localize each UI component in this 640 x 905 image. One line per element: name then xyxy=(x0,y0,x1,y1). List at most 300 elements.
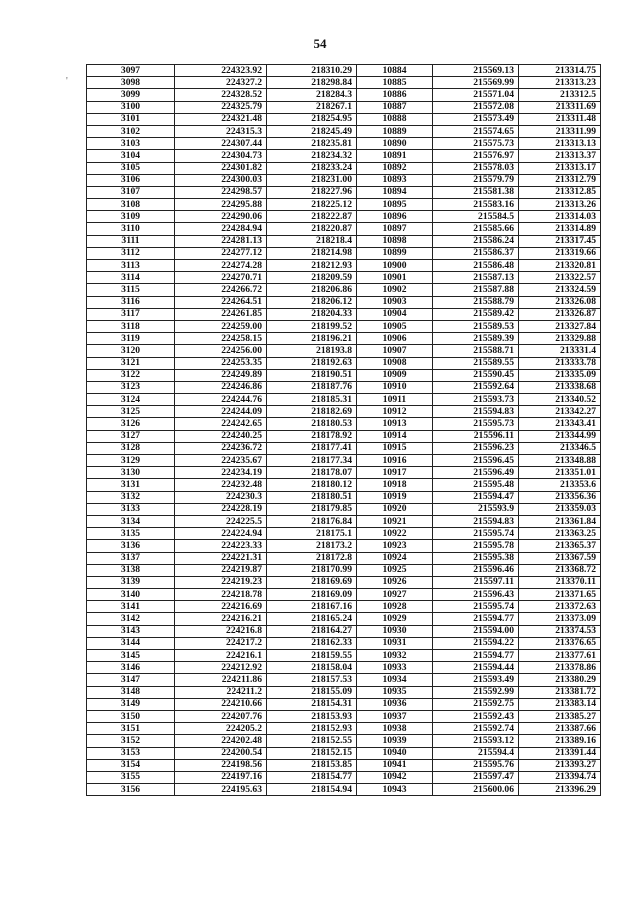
table-row xyxy=(87,528,601,540)
y-coordinate-a-cell: 218190.51 xyxy=(267,369,357,381)
table-row xyxy=(87,125,601,137)
x-coordinate-b-cell: 215572.08 xyxy=(433,101,519,113)
x-coordinate-b-cell: 215583.16 xyxy=(433,199,519,211)
point-number-a-cell: 3143 xyxy=(87,625,175,637)
x-coordinate-b-cell: 215578.03 xyxy=(433,162,519,174)
x-coordinate-b-cell: 215595.74 xyxy=(433,601,519,613)
y-coordinate-a-cell: 218218.4 xyxy=(267,235,357,247)
x-coordinate-a-cell: 224323.92 xyxy=(175,65,267,77)
point-number-b-cell: 10886 xyxy=(357,89,433,101)
table-row xyxy=(87,101,601,113)
y-coordinate-b-cell: 213374.53 xyxy=(519,625,601,637)
x-coordinate-b-cell: 215587.13 xyxy=(433,272,519,284)
x-coordinate-a-cell: 224219.87 xyxy=(175,564,267,576)
table-row xyxy=(87,357,601,369)
x-coordinate-a-cell: 224232.48 xyxy=(175,479,267,491)
y-coordinate-a-cell: 218176.84 xyxy=(267,515,357,527)
y-coordinate-a-cell: 218222.87 xyxy=(267,211,357,223)
y-coordinate-b-cell: 213383.14 xyxy=(519,698,601,710)
point-number-a-cell: 3142 xyxy=(87,613,175,625)
y-coordinate-a-cell: 218179.85 xyxy=(267,503,357,515)
y-coordinate-b-cell: 213372.63 xyxy=(519,601,601,613)
x-coordinate-a-cell: 224261.85 xyxy=(175,308,267,320)
point-number-b-cell: 10943 xyxy=(357,784,433,796)
table-row xyxy=(87,235,601,247)
y-coordinate-b-cell: 213356.36 xyxy=(519,491,601,503)
point-number-b-cell: 10936 xyxy=(357,698,433,710)
x-coordinate-b-cell: 215588.79 xyxy=(433,296,519,308)
table-row xyxy=(87,564,601,576)
y-coordinate-a-cell: 218180.12 xyxy=(267,479,357,491)
y-coordinate-a-cell: 218154.94 xyxy=(267,784,357,796)
point-number-a-cell: 3152 xyxy=(87,735,175,747)
x-coordinate-a-cell: 224228.19 xyxy=(175,503,267,515)
point-number-a-cell: 3120 xyxy=(87,345,175,357)
point-number-a-cell: 3117 xyxy=(87,308,175,320)
table-row xyxy=(87,467,601,479)
x-coordinate-a-cell: 224240.25 xyxy=(175,430,267,442)
point-number-a-cell: 3140 xyxy=(87,589,175,601)
x-coordinate-b-cell: 215586.48 xyxy=(433,260,519,272)
table-row xyxy=(87,613,601,625)
y-coordinate-a-cell: 218245.49 xyxy=(267,125,357,137)
y-coordinate-a-cell: 218227.96 xyxy=(267,186,357,198)
x-coordinate-b-cell: 215596.11 xyxy=(433,430,519,442)
point-number-a-cell: 3146 xyxy=(87,662,175,674)
point-number-a-cell: 3156 xyxy=(87,784,175,796)
x-coordinate-a-cell: 224315.3 xyxy=(175,125,267,137)
y-coordinate-b-cell: 213311.99 xyxy=(519,125,601,137)
x-coordinate-b-cell: 215596.23 xyxy=(433,442,519,454)
x-coordinate-b-cell: 215579.79 xyxy=(433,174,519,186)
y-coordinate-b-cell: 213313.23 xyxy=(519,77,601,89)
x-coordinate-b-cell: 215592.64 xyxy=(433,381,519,393)
y-coordinate-b-cell: 213367.59 xyxy=(519,552,601,564)
x-coordinate-b-cell: 215595.78 xyxy=(433,540,519,552)
point-number-a-cell: 3119 xyxy=(87,333,175,345)
point-number-b-cell: 10924 xyxy=(357,552,433,564)
point-number-b-cell: 10900 xyxy=(357,260,433,272)
y-coordinate-a-cell: 218235.81 xyxy=(267,138,357,150)
y-coordinate-a-cell: 218159.55 xyxy=(267,650,357,662)
table-row xyxy=(87,260,601,272)
point-number-a-cell: 3103 xyxy=(87,138,175,150)
point-number-b-cell: 10915 xyxy=(357,442,433,454)
point-number-b-cell: 10916 xyxy=(357,455,433,467)
y-coordinate-b-cell: 213385.27 xyxy=(519,710,601,722)
y-coordinate-b-cell: 213313.13 xyxy=(519,138,601,150)
table-row xyxy=(87,479,601,491)
x-coordinate-a-cell: 224225.5 xyxy=(175,515,267,527)
x-coordinate-b-cell: 215595.48 xyxy=(433,479,519,491)
point-number-b-cell: 10927 xyxy=(357,589,433,601)
table-row xyxy=(87,394,601,406)
x-coordinate-b-cell: 215575.73 xyxy=(433,138,519,150)
point-number-b-cell: 10896 xyxy=(357,211,433,223)
point-number-a-cell: 3109 xyxy=(87,211,175,223)
table-row xyxy=(87,89,601,101)
x-coordinate-a-cell: 224234.19 xyxy=(175,467,267,479)
x-coordinate-b-cell: 215597.11 xyxy=(433,576,519,588)
table-row xyxy=(87,186,601,198)
y-coordinate-b-cell: 213322.57 xyxy=(519,272,601,284)
y-coordinate-b-cell: 213377.61 xyxy=(519,650,601,662)
x-coordinate-b-cell: 215594.44 xyxy=(433,662,519,674)
table-row xyxy=(87,418,601,430)
point-number-a-cell: 3153 xyxy=(87,747,175,759)
y-coordinate-b-cell: 213346.5 xyxy=(519,442,601,454)
point-number-b-cell: 10941 xyxy=(357,759,433,771)
y-coordinate-b-cell: 213324.59 xyxy=(519,284,601,296)
point-number-b-cell: 10888 xyxy=(357,113,433,125)
point-number-b-cell: 10894 xyxy=(357,186,433,198)
x-coordinate-a-cell: 224307.44 xyxy=(175,138,267,150)
x-coordinate-b-cell: 215576.97 xyxy=(433,150,519,162)
x-coordinate-a-cell: 224210.66 xyxy=(175,698,267,710)
table-row xyxy=(87,491,601,503)
y-coordinate-b-cell: 213313.37 xyxy=(519,150,601,162)
point-number-a-cell: 3112 xyxy=(87,247,175,259)
y-coordinate-b-cell: 213378.86 xyxy=(519,662,601,674)
table-row xyxy=(87,162,601,174)
point-number-b-cell: 10906 xyxy=(357,333,433,345)
x-coordinate-a-cell: 224207.76 xyxy=(175,710,267,722)
point-number-b-cell: 10910 xyxy=(357,381,433,393)
x-coordinate-a-cell: 224216.69 xyxy=(175,601,267,613)
point-number-a-cell: 3151 xyxy=(87,723,175,735)
y-coordinate-a-cell: 218196.21 xyxy=(267,333,357,345)
x-coordinate-a-cell: 224198.56 xyxy=(175,759,267,771)
x-coordinate-b-cell: 215592.99 xyxy=(433,686,519,698)
x-coordinate-a-cell: 224249.89 xyxy=(175,369,267,381)
point-number-b-cell: 10919 xyxy=(357,491,433,503)
x-coordinate-b-cell: 215594.4 xyxy=(433,747,519,759)
table-row xyxy=(87,552,601,564)
x-coordinate-b-cell: 215584.5 xyxy=(433,211,519,223)
table-row xyxy=(87,223,601,235)
table-row xyxy=(87,601,601,613)
x-coordinate-b-cell: 215589.39 xyxy=(433,333,519,345)
x-coordinate-a-cell: 224224.94 xyxy=(175,528,267,540)
y-coordinate-a-cell: 218214.98 xyxy=(267,247,357,259)
table-row xyxy=(87,308,601,320)
y-coordinate-a-cell: 218209.59 xyxy=(267,272,357,284)
x-coordinate-a-cell: 224274.28 xyxy=(175,260,267,272)
point-number-b-cell: 10884 xyxy=(357,65,433,77)
y-coordinate-a-cell: 218206.86 xyxy=(267,284,357,296)
point-number-a-cell: 3126 xyxy=(87,418,175,430)
y-coordinate-b-cell: 213380.29 xyxy=(519,674,601,686)
point-number-b-cell: 10931 xyxy=(357,637,433,649)
point-number-a-cell: 3099 xyxy=(87,89,175,101)
table-row xyxy=(87,503,601,515)
table-row xyxy=(87,406,601,418)
point-number-a-cell: 3100 xyxy=(87,101,175,113)
y-coordinate-b-cell: 213391.44 xyxy=(519,747,601,759)
x-coordinate-b-cell: 215571.04 xyxy=(433,89,519,101)
y-coordinate-b-cell: 213340.52 xyxy=(519,394,601,406)
y-coordinate-a-cell: 218185.31 xyxy=(267,394,357,406)
point-number-b-cell: 10920 xyxy=(357,503,433,515)
point-number-b-cell: 10890 xyxy=(357,138,433,150)
x-coordinate-a-cell: 224325.79 xyxy=(175,101,267,113)
point-number-b-cell: 10893 xyxy=(357,174,433,186)
y-coordinate-b-cell: 213312.85 xyxy=(519,186,601,198)
x-coordinate-a-cell: 224221.31 xyxy=(175,552,267,564)
point-number-a-cell: 3154 xyxy=(87,759,175,771)
point-number-a-cell: 3147 xyxy=(87,674,175,686)
x-coordinate-b-cell: 215597.47 xyxy=(433,771,519,783)
y-coordinate-b-cell: 213312.5 xyxy=(519,89,601,101)
x-coordinate-a-cell: 224256.00 xyxy=(175,345,267,357)
x-coordinate-b-cell: 215589.55 xyxy=(433,357,519,369)
y-coordinate-b-cell: 213320.81 xyxy=(519,260,601,272)
point-number-b-cell: 10901 xyxy=(357,272,433,284)
scan-mark: ' xyxy=(66,76,68,87)
y-coordinate-a-cell: 218182.69 xyxy=(267,406,357,418)
point-number-b-cell: 10928 xyxy=(357,601,433,613)
y-coordinate-a-cell: 218193.8 xyxy=(267,345,357,357)
x-coordinate-a-cell: 224217.2 xyxy=(175,637,267,649)
point-number-b-cell: 10917 xyxy=(357,467,433,479)
point-number-b-cell: 10922 xyxy=(357,528,433,540)
y-coordinate-b-cell: 213363.25 xyxy=(519,528,601,540)
x-coordinate-b-cell: 215594.47 xyxy=(433,491,519,503)
x-coordinate-a-cell: 224235.67 xyxy=(175,455,267,467)
x-coordinate-a-cell: 224202.48 xyxy=(175,735,267,747)
x-coordinate-a-cell: 224328.52 xyxy=(175,89,267,101)
y-coordinate-b-cell: 213368.72 xyxy=(519,564,601,576)
x-coordinate-a-cell: 224236.72 xyxy=(175,442,267,454)
point-number-a-cell: 3133 xyxy=(87,503,175,515)
point-number-b-cell: 10935 xyxy=(357,686,433,698)
y-coordinate-a-cell: 218178.07 xyxy=(267,467,357,479)
y-coordinate-b-cell: 213376.65 xyxy=(519,637,601,649)
y-coordinate-a-cell: 218233.24 xyxy=(267,162,357,174)
point-number-b-cell: 10904 xyxy=(357,308,433,320)
table-row xyxy=(87,723,601,735)
y-coordinate-a-cell: 218154.31 xyxy=(267,698,357,710)
table-row xyxy=(87,674,601,686)
y-coordinate-b-cell: 213342.27 xyxy=(519,406,601,418)
table-row xyxy=(87,369,601,381)
x-coordinate-b-cell: 215588.71 xyxy=(433,345,519,357)
table-row xyxy=(87,174,601,186)
point-number-a-cell: 3139 xyxy=(87,576,175,588)
point-number-a-cell: 3145 xyxy=(87,650,175,662)
x-coordinate-a-cell: 224246.86 xyxy=(175,381,267,393)
table-row xyxy=(87,345,601,357)
table-row xyxy=(87,284,601,296)
y-coordinate-a-cell: 218154.77 xyxy=(267,771,357,783)
table-row xyxy=(87,515,601,527)
y-coordinate-a-cell: 218170.99 xyxy=(267,564,357,576)
y-coordinate-b-cell: 213396.29 xyxy=(519,784,601,796)
point-number-b-cell: 10923 xyxy=(357,540,433,552)
y-coordinate-a-cell: 218225.12 xyxy=(267,199,357,211)
x-coordinate-a-cell: 224244.09 xyxy=(175,406,267,418)
y-coordinate-a-cell: 218169.09 xyxy=(267,589,357,601)
point-number-b-cell: 10933 xyxy=(357,662,433,674)
x-coordinate-b-cell: 215594.77 xyxy=(433,613,519,625)
y-coordinate-a-cell: 218169.69 xyxy=(267,576,357,588)
point-number-a-cell: 3124 xyxy=(87,394,175,406)
table-row xyxy=(87,320,601,332)
point-number-b-cell: 10907 xyxy=(357,345,433,357)
y-coordinate-a-cell: 218199.52 xyxy=(267,320,357,332)
x-coordinate-a-cell: 224216.21 xyxy=(175,613,267,625)
x-coordinate-a-cell: 224264.51 xyxy=(175,296,267,308)
y-coordinate-b-cell: 213394.74 xyxy=(519,771,601,783)
x-coordinate-a-cell: 224244.76 xyxy=(175,394,267,406)
point-number-a-cell: 3111 xyxy=(87,235,175,247)
table-row xyxy=(87,710,601,722)
y-coordinate-a-cell: 218172.8 xyxy=(267,552,357,564)
x-coordinate-b-cell: 215596.43 xyxy=(433,589,519,601)
point-number-b-cell: 10914 xyxy=(357,430,433,442)
x-coordinate-a-cell: 224205.2 xyxy=(175,723,267,735)
x-coordinate-b-cell: 215596.49 xyxy=(433,467,519,479)
point-number-a-cell: 3144 xyxy=(87,637,175,649)
x-coordinate-a-cell: 224230.3 xyxy=(175,491,267,503)
point-number-a-cell: 3127 xyxy=(87,430,175,442)
y-coordinate-a-cell: 218177.41 xyxy=(267,442,357,454)
point-number-a-cell: 3122 xyxy=(87,369,175,381)
point-number-a-cell: 3114 xyxy=(87,272,175,284)
table-row xyxy=(87,247,601,259)
y-coordinate-b-cell: 213319.66 xyxy=(519,247,601,259)
point-number-b-cell: 10930 xyxy=(357,625,433,637)
x-coordinate-b-cell: 215600.06 xyxy=(433,784,519,796)
table-row xyxy=(87,771,601,783)
point-number-b-cell: 10932 xyxy=(357,650,433,662)
point-number-b-cell: 10905 xyxy=(357,320,433,332)
y-coordinate-b-cell: 213314.75 xyxy=(519,65,601,77)
point-number-a-cell: 3128 xyxy=(87,442,175,454)
point-number-a-cell: 3150 xyxy=(87,710,175,722)
y-coordinate-a-cell: 218267.1 xyxy=(267,101,357,113)
y-coordinate-a-cell: 218158.04 xyxy=(267,662,357,674)
x-coordinate-b-cell: 215586.37 xyxy=(433,247,519,259)
x-coordinate-b-cell: 215595.76 xyxy=(433,759,519,771)
x-coordinate-a-cell: 224321.48 xyxy=(175,113,267,125)
x-coordinate-b-cell: 215574.65 xyxy=(433,125,519,137)
coordinates-table xyxy=(86,64,601,796)
x-coordinate-b-cell: 215569.99 xyxy=(433,77,519,89)
x-coordinate-b-cell: 215595.38 xyxy=(433,552,519,564)
x-coordinate-b-cell: 215595.73 xyxy=(433,418,519,430)
y-coordinate-b-cell: 213311.48 xyxy=(519,113,601,125)
table-row xyxy=(87,77,601,89)
x-coordinate-a-cell: 224327.2 xyxy=(175,77,267,89)
y-coordinate-a-cell: 218180.51 xyxy=(267,491,357,503)
point-number-b-cell: 10891 xyxy=(357,150,433,162)
y-coordinate-a-cell: 218152.15 xyxy=(267,747,357,759)
x-coordinate-b-cell: 215592.43 xyxy=(433,710,519,722)
x-coordinate-b-cell: 215596.46 xyxy=(433,564,519,576)
point-number-b-cell: 10921 xyxy=(357,515,433,527)
y-coordinate-b-cell: 213370.11 xyxy=(519,576,601,588)
y-coordinate-b-cell: 213335.09 xyxy=(519,369,601,381)
x-coordinate-b-cell: 215573.49 xyxy=(433,113,519,125)
y-coordinate-b-cell: 213314.03 xyxy=(519,211,601,223)
point-number-a-cell: 3113 xyxy=(87,260,175,272)
x-coordinate-b-cell: 215594.77 xyxy=(433,650,519,662)
y-coordinate-a-cell: 218254.95 xyxy=(267,113,357,125)
table-row xyxy=(87,211,601,223)
y-coordinate-b-cell: 213317.45 xyxy=(519,235,601,247)
x-coordinate-a-cell: 224216.8 xyxy=(175,625,267,637)
point-number-a-cell: 3101 xyxy=(87,113,175,125)
point-number-a-cell: 3118 xyxy=(87,320,175,332)
point-number-a-cell: 3106 xyxy=(87,174,175,186)
x-coordinate-b-cell: 215592.75 xyxy=(433,698,519,710)
point-number-a-cell: 3110 xyxy=(87,223,175,235)
x-coordinate-a-cell: 224298.57 xyxy=(175,186,267,198)
point-number-b-cell: 10885 xyxy=(357,77,433,89)
point-number-a-cell: 3138 xyxy=(87,564,175,576)
x-coordinate-b-cell: 215593.49 xyxy=(433,674,519,686)
table-row xyxy=(87,698,601,710)
point-number-b-cell: 10913 xyxy=(357,418,433,430)
point-number-a-cell: 3136 xyxy=(87,540,175,552)
y-coordinate-b-cell: 213387.66 xyxy=(519,723,601,735)
y-coordinate-b-cell: 213361.84 xyxy=(519,515,601,527)
x-coordinate-a-cell: 224253.35 xyxy=(175,357,267,369)
x-coordinate-b-cell: 215590.45 xyxy=(433,369,519,381)
point-number-b-cell: 10909 xyxy=(357,369,433,381)
table-row xyxy=(87,138,601,150)
y-coordinate-b-cell: 213365.37 xyxy=(519,540,601,552)
point-number-b-cell: 10940 xyxy=(357,747,433,759)
table-row xyxy=(87,759,601,771)
y-coordinate-a-cell: 218173.2 xyxy=(267,540,357,552)
x-coordinate-a-cell: 224212.92 xyxy=(175,662,267,674)
table-row xyxy=(87,296,601,308)
x-coordinate-b-cell: 215593.9 xyxy=(433,503,519,515)
point-number-a-cell: 3123 xyxy=(87,381,175,393)
y-coordinate-a-cell: 218178.92 xyxy=(267,430,357,442)
y-coordinate-a-cell: 218167.16 xyxy=(267,601,357,613)
point-number-a-cell: 3115 xyxy=(87,284,175,296)
y-coordinate-a-cell: 218155.09 xyxy=(267,686,357,698)
y-coordinate-a-cell: 218206.12 xyxy=(267,296,357,308)
point-number-b-cell: 10937 xyxy=(357,710,433,722)
point-number-a-cell: 3137 xyxy=(87,552,175,564)
y-coordinate-b-cell: 213312.79 xyxy=(519,174,601,186)
y-coordinate-a-cell: 218164.27 xyxy=(267,625,357,637)
point-number-a-cell: 3132 xyxy=(87,491,175,503)
y-coordinate-a-cell: 218152.55 xyxy=(267,735,357,747)
x-coordinate-b-cell: 215569.13 xyxy=(433,65,519,77)
y-coordinate-a-cell: 218177.34 xyxy=(267,455,357,467)
table-row xyxy=(87,650,601,662)
x-coordinate-b-cell: 215594.00 xyxy=(433,625,519,637)
x-coordinate-b-cell: 215594.83 xyxy=(433,515,519,527)
y-coordinate-b-cell: 213313.26 xyxy=(519,199,601,211)
point-number-a-cell: 3131 xyxy=(87,479,175,491)
point-number-b-cell: 10912 xyxy=(357,406,433,418)
point-number-b-cell: 10902 xyxy=(357,284,433,296)
x-coordinate-b-cell: 215586.24 xyxy=(433,235,519,247)
y-coordinate-a-cell: 218298.84 xyxy=(267,77,357,89)
x-coordinate-a-cell: 224211.86 xyxy=(175,674,267,686)
x-coordinate-b-cell: 215595.74 xyxy=(433,528,519,540)
y-coordinate-a-cell: 218175.1 xyxy=(267,528,357,540)
x-coordinate-a-cell: 224266.72 xyxy=(175,284,267,296)
point-number-a-cell: 3107 xyxy=(87,186,175,198)
point-number-a-cell: 3105 xyxy=(87,162,175,174)
